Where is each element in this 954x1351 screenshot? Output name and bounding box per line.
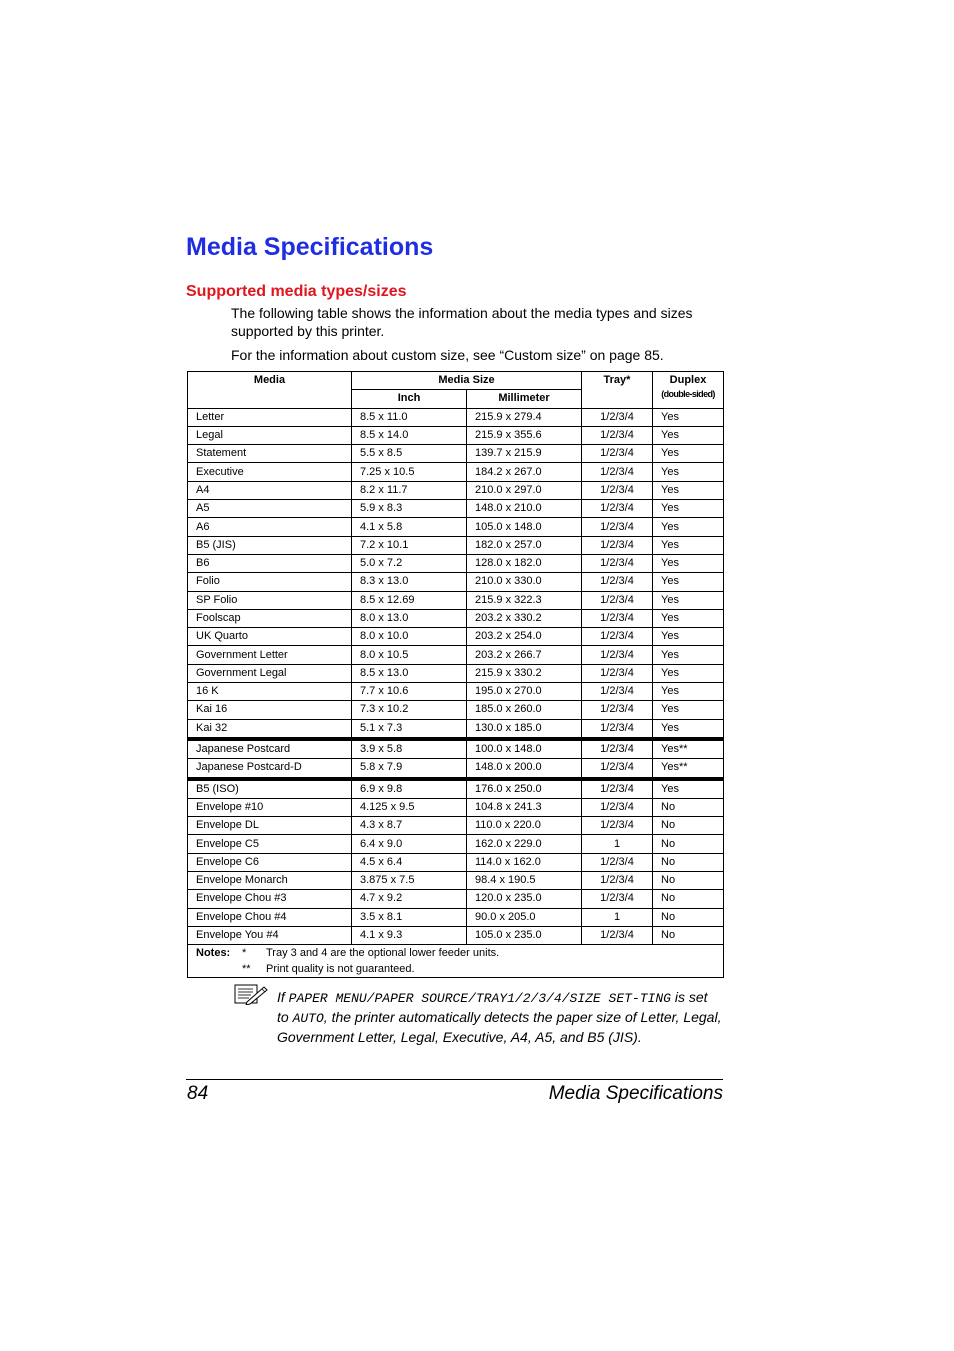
duplex-value: Yes (653, 554, 724, 572)
size-mm: 148.0 x 200.0 (467, 759, 582, 779)
table-row (188, 719, 724, 739)
table-row (188, 853, 724, 871)
size-mm: 203.2 x 266.7 (467, 646, 582, 664)
pencil-note-icon (233, 983, 269, 1005)
header-millimeter: Millimeter (467, 390, 582, 408)
intro-paragraph: The following table shows the information about the media types and sizes supported by this printer. (231, 305, 693, 339)
size-mm: 162.0 x 229.0 (467, 835, 582, 853)
header-inch: Inch (352, 390, 467, 408)
tray-value: 1/2/3/4 (582, 536, 653, 554)
size-inch: 8.5 x 14.0 (352, 426, 467, 444)
size-inch: 6.9 x 9.8 (352, 779, 467, 799)
tray-value: 1/2/3/4 (582, 554, 653, 572)
size-inch: 4.3 x 8.7 (352, 817, 467, 835)
duplex-value: Yes (653, 779, 724, 799)
media-name: Foolscap (188, 609, 352, 627)
media-name: Statement (188, 445, 352, 463)
tray-value: 1 (582, 908, 653, 926)
media-name: Letter (188, 408, 352, 426)
notes-label: Notes: (196, 947, 231, 960)
tray-value: 1/2/3/4 (582, 445, 653, 463)
duplex-value: No (653, 853, 724, 871)
tray-value: 1/2/3/4 (582, 591, 653, 609)
section-heading: Supported media types/sizes (186, 283, 407, 300)
tray-value: 1/2/3/4 (582, 798, 653, 816)
duplex-value: Yes (653, 646, 724, 664)
table-row (188, 628, 724, 646)
footer-title: Media Specifications (548, 1083, 723, 1104)
table-row (188, 463, 724, 481)
size-inch: 4.1 x 9.3 (352, 926, 467, 944)
duplex-value: Yes (653, 609, 724, 627)
duplex-value: Yes (653, 719, 724, 739)
note-line (196, 945, 723, 961)
size-mm: 215.9 x 330.2 (467, 664, 582, 682)
size-mm: 210.0 x 330.0 (467, 573, 582, 591)
media-name: Kai 32 (188, 719, 352, 739)
size-inch: 3.9 x 5.8 (352, 739, 467, 759)
header-tray: Tray* (582, 372, 653, 409)
media-name: Legal (188, 426, 352, 444)
table-row (188, 518, 724, 536)
table-row (188, 481, 724, 499)
table-row (188, 554, 724, 572)
size-inch: 7.7 x 10.6 (352, 683, 467, 701)
header-media-size: Media Size (352, 372, 582, 390)
duplex-value: Yes (653, 500, 724, 518)
size-mm: 90.0 x 205.0 (467, 908, 582, 926)
table-row (188, 908, 724, 926)
table-row (188, 779, 724, 799)
size-mm: 148.0 x 210.0 (467, 500, 582, 518)
size-inch: 8.2 x 11.7 (352, 481, 467, 499)
table-row (188, 609, 724, 627)
duplex-value: Yes (653, 426, 724, 444)
size-inch: 3.5 x 8.1 (352, 908, 467, 926)
size-mm: 195.0 x 270.0 (467, 683, 582, 701)
footer-rule (186, 1079, 723, 1080)
media-name: Envelope Monarch (188, 872, 352, 890)
media-name: Kai 16 (188, 701, 352, 719)
table-row (188, 798, 724, 816)
size-mm: 210.0 x 297.0 (467, 481, 582, 499)
tray-value: 1/2/3/4 (582, 701, 653, 719)
size-inch: 4.125 x 9.5 (352, 798, 467, 816)
page-number: 84 (187, 1083, 209, 1104)
media-size-table (187, 371, 724, 978)
duplex-value: Yes (653, 664, 724, 682)
table-notes (188, 945, 724, 978)
tray-value: 1/2/3/4 (582, 926, 653, 944)
table-row (188, 408, 724, 426)
tray-value: 1/2/3/4 (582, 500, 653, 518)
table-row (188, 739, 724, 759)
duplex-value: Yes** (653, 759, 724, 779)
note-text: Tray 3 and 4 are the optional lower feeder units. (266, 947, 500, 960)
duplex-value: No (653, 872, 724, 890)
table-row (188, 445, 724, 463)
setting-value: AUTO (292, 1011, 324, 1026)
duplex-value: Yes (653, 445, 724, 463)
duplex-value: Yes (653, 463, 724, 481)
size-inch: 8.3 x 13.0 (352, 573, 467, 591)
header-duplex-sub: (double-sided) (661, 389, 715, 399)
media-name: Envelope DL (188, 817, 352, 835)
size-inch: 8.5 x 12.69 (352, 591, 467, 609)
size-inch: 8.0 x 13.0 (352, 609, 467, 627)
size-mm: 100.0 x 148.0 (467, 739, 582, 759)
note-symbol: ** (242, 963, 251, 976)
size-inch: 7.3 x 10.2 (352, 701, 467, 719)
size-mm: 130.0 x 185.0 (467, 719, 582, 739)
size-inch: 8.0 x 10.5 (352, 646, 467, 664)
header-media: Media (188, 372, 352, 409)
media-name: Envelope You #4 (188, 926, 352, 944)
table-row (188, 872, 724, 890)
size-inch: 8.5 x 11.0 (352, 408, 467, 426)
media-name: Japanese Postcard (188, 739, 352, 759)
size-mm: 215.9 x 355.6 (467, 426, 582, 444)
table-row (188, 500, 724, 518)
tray-value: 1/2/3/4 (582, 719, 653, 739)
note-text: Print quality is not guaranteed. (266, 963, 415, 976)
custom-size-reference: For the information about custom size, see “Custom size” on page 85. (231, 347, 664, 363)
duplex-value: Yes (653, 408, 724, 426)
note-line (196, 961, 723, 977)
table-row (188, 646, 724, 664)
size-inch: 7.25 x 10.5 (352, 463, 467, 481)
media-name: B5 (JIS) (188, 536, 352, 554)
table-row (188, 926, 724, 944)
duplex-value: Yes (653, 573, 724, 591)
duplex-value: No (653, 798, 724, 816)
table-row (188, 426, 724, 444)
duplex-value: Yes** (653, 739, 724, 759)
table-row (188, 817, 724, 835)
tray-value: 1/2/3/4 (582, 853, 653, 871)
duplex-value: No (653, 817, 724, 835)
table-row (188, 835, 724, 853)
size-inch: 5.8 x 7.9 (352, 759, 467, 779)
table-row (188, 664, 724, 682)
tray-value: 1/2/3/4 (582, 664, 653, 682)
size-inch: 3.875 x 7.5 (352, 872, 467, 890)
duplex-value: No (653, 890, 724, 908)
tray-value: 1/2/3/4 (582, 646, 653, 664)
duplex-value: No (653, 926, 724, 944)
size-mm: 215.9 x 322.3 (467, 591, 582, 609)
size-mm: 110.0 x 220.0 (467, 817, 582, 835)
duplex-value: Yes (653, 628, 724, 646)
media-name: A6 (188, 518, 352, 536)
table-row (188, 701, 724, 719)
duplex-value: Yes (653, 701, 724, 719)
size-mm: 139.7 x 215.9 (467, 445, 582, 463)
tray-value: 1/2/3/4 (582, 426, 653, 444)
size-mm: 128.0 x 182.0 (467, 554, 582, 572)
duplex-value: Yes (653, 536, 724, 554)
size-mm: 104.8 x 241.3 (467, 798, 582, 816)
tray-value: 1/2/3/4 (582, 481, 653, 499)
table-row (188, 759, 724, 779)
table-row (188, 573, 724, 591)
size-mm: 185.0 x 260.0 (467, 701, 582, 719)
size-inch: 5.1 x 7.3 (352, 719, 467, 739)
duplex-value: Yes (653, 518, 724, 536)
media-name: SP Folio (188, 591, 352, 609)
tray-value: 1/2/3/4 (582, 759, 653, 779)
size-mm: 98.4 x 190.5 (467, 872, 582, 890)
size-inch: 5.9 x 8.3 (352, 500, 467, 518)
media-name: Envelope C6 (188, 853, 352, 871)
media-name: Executive (188, 463, 352, 481)
tray-value: 1/2/3/4 (582, 609, 653, 627)
page-title: Media Specifications (186, 233, 434, 261)
tray-value: 1/2/3/4 (582, 518, 653, 536)
media-name: Envelope C5 (188, 835, 352, 853)
duplex-value: Yes (653, 683, 724, 701)
size-inch: 4.1 x 5.8 (352, 518, 467, 536)
size-mm: 120.0 x 235.0 (467, 890, 582, 908)
media-name: 16 K (188, 683, 352, 701)
duplex-value: No (653, 908, 724, 926)
tray-value: 1 (582, 835, 653, 853)
media-name: Government Letter (188, 646, 352, 664)
tray-value: 1/2/3/4 (582, 463, 653, 481)
media-name: B6 (188, 554, 352, 572)
size-mm: 215.9 x 279.4 (467, 408, 582, 426)
size-inch: 4.7 x 9.2 (352, 890, 467, 908)
table-row (188, 890, 724, 908)
tray-value: 1/2/3/4 (582, 683, 653, 701)
size-mm: 182.0 x 257.0 (467, 536, 582, 554)
media-name: Envelope Chou #3 (188, 890, 352, 908)
size-mm: 105.0 x 235.0 (467, 926, 582, 944)
duplex-value: Yes (653, 591, 724, 609)
tray-value: 1/2/3/4 (582, 872, 653, 890)
media-name: B5 (ISO) (188, 779, 352, 799)
media-name: UK Quarto (188, 628, 352, 646)
tray-value: 1/2/3/4 (582, 890, 653, 908)
size-inch: 4.5 x 6.4 (352, 853, 467, 871)
size-mm: 203.2 x 330.2 (467, 609, 582, 627)
size-mm: 105.0 x 148.0 (467, 518, 582, 536)
table-row (188, 591, 724, 609)
duplex-value: Yes (653, 481, 724, 499)
header-duplex (653, 372, 724, 409)
size-inch: 8.5 x 13.0 (352, 664, 467, 682)
size-inch: 5.5 x 8.5 (352, 445, 467, 463)
size-mm: 176.0 x 250.0 (467, 779, 582, 799)
size-mm: 203.2 x 254.0 (467, 628, 582, 646)
media-name: Folio (188, 573, 352, 591)
auto-size-note: If PAPER MENU/PAPER SOURCE/TRAY1/2/3/4/SIZE SET-TING is set to AUTO, the printer automatically detects the paper size of Letter, Legal, Government Letter, Legal, Executive, A4, A5, and B5 (JIS). (277, 989, 722, 1045)
media-name: Envelope #10 (188, 798, 352, 816)
note-symbol: * (242, 947, 247, 960)
tray-value: 1/2/3/4 (582, 817, 653, 835)
table-row (188, 536, 724, 554)
header-duplex-label: Duplex (669, 374, 707, 386)
size-inch: 8.0 x 10.0 (352, 628, 467, 646)
tray-value: 1/2/3/4 (582, 779, 653, 799)
media-name: A5 (188, 500, 352, 518)
tray-value: 1/2/3/4 (582, 408, 653, 426)
media-name: Japanese Postcard-D (188, 759, 352, 779)
size-mm: 114.0 x 162.0 (467, 853, 582, 871)
size-mm: 184.2 x 267.0 (467, 463, 582, 481)
size-inch: 6.4 x 9.0 (352, 835, 467, 853)
size-inch: 7.2 x 10.1 (352, 536, 467, 554)
media-name: Envelope Chou #4 (188, 908, 352, 926)
tray-value: 1/2/3/4 (582, 628, 653, 646)
tray-value: 1/2/3/4 (582, 739, 653, 759)
setting-path: PAPER MENU/PAPER SOURCE/TRAY1/2/3/4/SIZE SET-TING (288, 991, 671, 1006)
table-row (188, 683, 724, 701)
size-inch: 5.0 x 7.2 (352, 554, 467, 572)
media-name: A4 (188, 481, 352, 499)
tray-value: 1/2/3/4 (582, 573, 653, 591)
media-name: Government Legal (188, 664, 352, 682)
duplex-value: No (653, 835, 724, 853)
